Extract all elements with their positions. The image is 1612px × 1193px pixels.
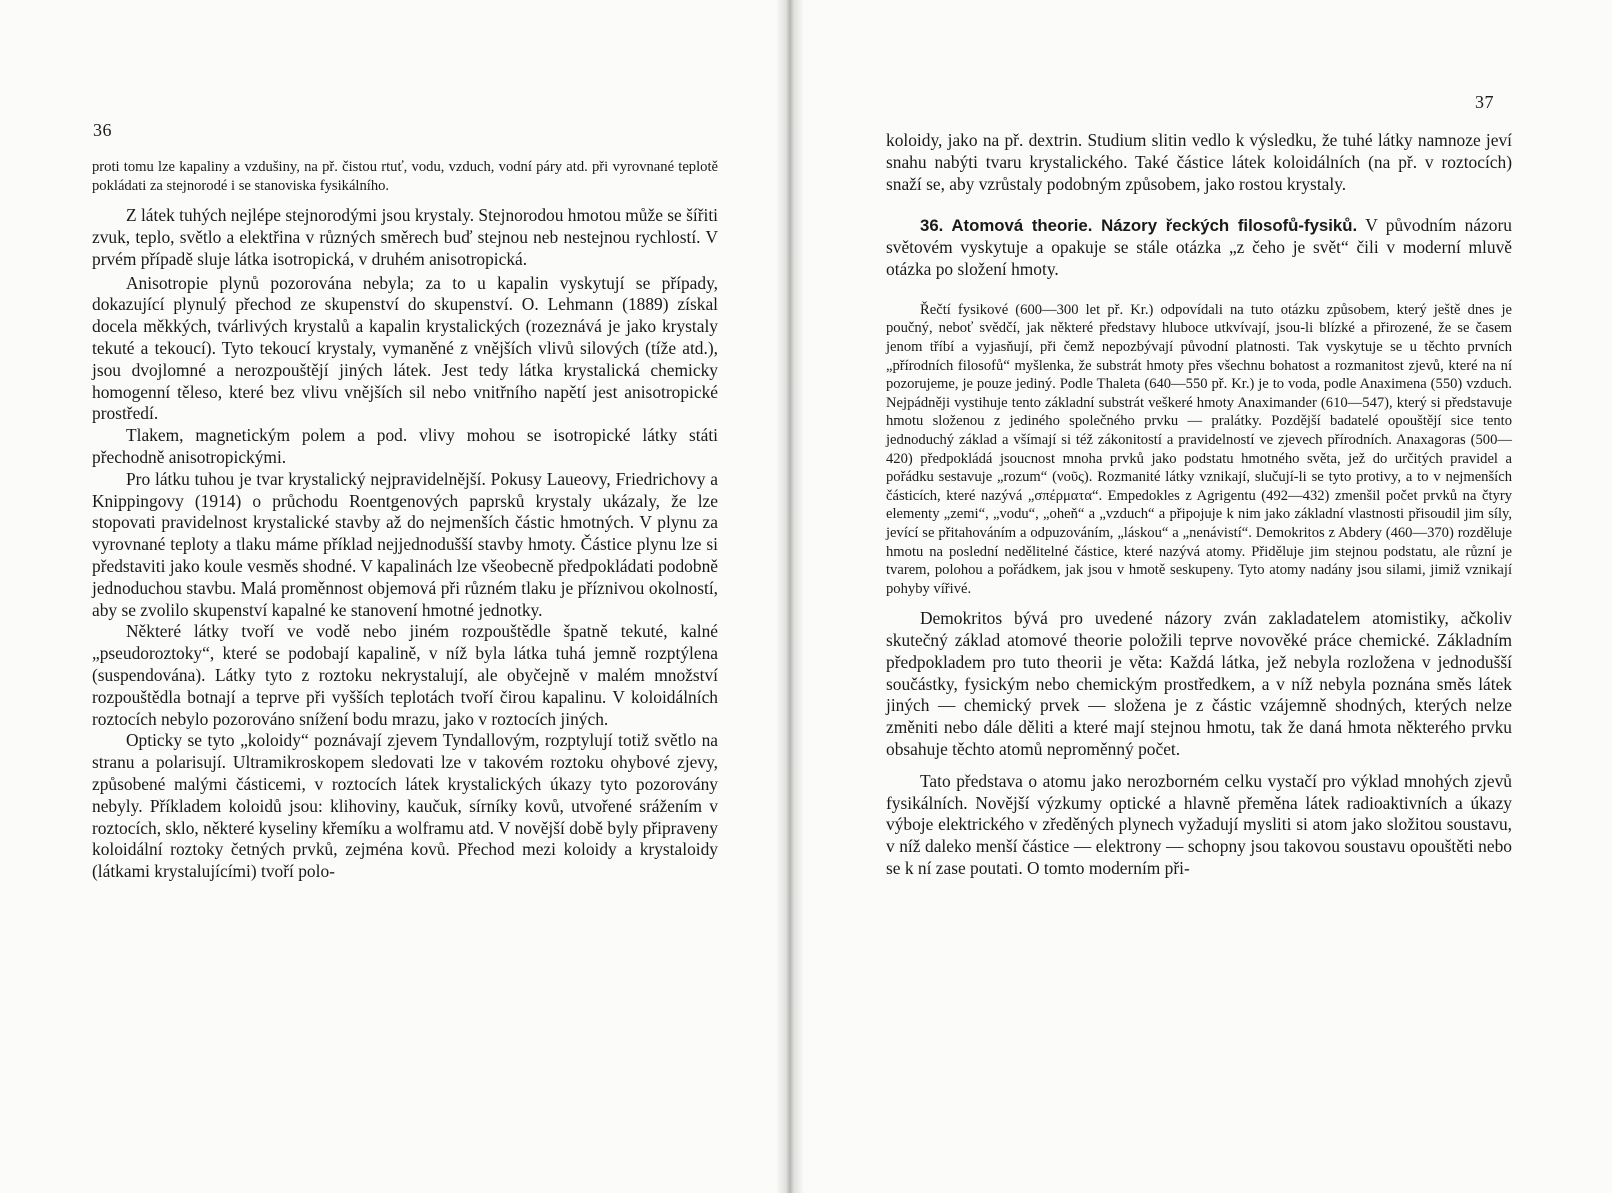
paragraph: Opticky se tyto „koloidy“ poznávají zjevem Tyndallovým, rozptylují totiž světlo na stranu a polarisují. Ultramikroskopem sledovati lze v takovém roztoku ohybové zjevy, způsobené malými částicemi, v roztocích látek krystalických úkazy tyto pozorovány nebyly. Příkladem koloidů jsou: klihoviny, kaučuk, sírníky kovů, utvořené srážením v roztocích, sklo, některé kyseliny křemíku a wolframu atd. V novější době byly připraveny koloidální roztoky četných prvků, zejména kovů. Přechod mezi koloidy a krystaloidy (látkami krystalujícími) tvoří polo- bbox=[92, 730, 718, 882]
paragraph: Demokritos bývá pro uvedené názory zván zakladatelem atomistiky, ačkoliv skutečný základ atomové theorie položili teprve novověké práce chemické. Základním předpokladem pro tuto theorii je věta: Každá látka, jež nebyla rozložena v jednodušší součástky, fysickým nebo chemickým prostředkem, a v níž nebyla poznána směs látek jiných — chemický prvek — složena je z částic vzájemně shodných, kterých nelze změniti nebo dále děliti a které mají stejnou hmotu, tak že daná hmota některého prvku obsahuje těchto atomů neproměnný počet. bbox=[886, 608, 1512, 760]
paragraph: Tato představa o atomu jako nerozborném celku vystačí pro výklad mnohých zjevů fysikálních. Novější výzkumy optické a hlavně přeměna látek radioaktivních a úkazy výboje elektrického v zředěných plynech vyžadují mysliti si atom jako složitou soustavu, v níž daleko menší částice — elektrony — schopny jsou takovou soustavu opouštěti nebo se k ní zase poutati. O tomto moderním při- bbox=[886, 770, 1512, 879]
book-gutter bbox=[777, 0, 803, 1193]
section-intro: V původním názoru světovém vyskytuje a opakuje se stále otázka „z čeho je svět“ čili v moderní mluvě otázka po složení hmoty. bbox=[886, 215, 1512, 279]
paragraph: Pro látku tuhou je tvar krystalický nejpravidelnější. Pokusy Laueovy, Friedrichovy a Knippingovy (1914) o průchodu Roentgenových paprsků krystaly ukázaly, že lze stopovati pravidelnost krystalické stavby až do nejmenších částic hmotných. V plynu za vyrovnané teploty a tlaku máme příklad nejjednodušší stavby hmoty. Částice plynu lze si představiti jako koule vesměs shodné. V kapalinách lze všeobecně předpokládati podobně jednoduchou stavbu. Malá proměnnost objemová při různém tlaku je příznivou okolností, aby se zvolilo skupenství kapalné ke stanovení hmotné jednotky. bbox=[92, 468, 718, 620]
section-paragraph bbox=[886, 215, 1512, 280]
paragraph: Z látek tuhých nejlépe stejnorodými jsou krystaly. Stejnorodou hmotou může se šířiti zvuk, teplo, světlo a elektřina v různých směrech buď stejnou neb nestejnou rychlostí. V prvém případě sluje látka isotropická, v druhém anisotropická. bbox=[92, 205, 718, 269]
page-number: 37 bbox=[1475, 92, 1494, 112]
page-number: 36 bbox=[93, 120, 112, 140]
paragraph: koloidy, jako na př. dextrin. Studium slitin vedlo k výsledku, že tuhé látky namnoze jeví snahu nabýti tvaru krystalického. Také částice látek koloidálních (na př. v roztocích) snaží se, aby vzrůstaly podobným způsobem, jako rostou krystaly. bbox=[886, 130, 1512, 194]
right-page bbox=[790, 0, 1612, 1193]
paragraph: Řečtí fysikové (600—300 let př. Kr.) odpovídali na tuto otázku způsobem, který ještě dnes je poučný, neboť svědčí, jak některé představy hluboce utkvívají, jsou-li blízké a přirozené, že se časem jenom tříbí a vyjasňují, při čemž nepozbývají původní platnosti. Tak vyskytuje se u těchto prvních „přírodních filosofů“ myšlenka, že substrát hmoty přes všechnu bohatost a rozmanitost zjevů, které na ní pozorujeme, je pouze jediný. Podle Thaleta (640—550 př. Kr.) je to voda, podle Anaximena (550) vzduch. Nejpádněji vystihuje tento základní substrát veškeré hmoty Anaximander (610—547), který si představuje hmotu složenou z jediného společného prvku — pralátky. Pozdější badatelé opouštějí sice tento jednoduchý základ a všímají si též zákonitostí a pravidelností ve zjevech přírodních. Anaxagoras (500—420) předpokládá jsoucnost mnoha prvků jako podstatu hmotného světa, jež do určitých pravidel a pořádku sestavuje „rozum“ (νοῦς). Rozmanité látky vznikají, slučují-li se tyto protivy, a to v nejmenších částicích, které nazývá „σπέρματα“. Empedokles z Agrigentu (492—432) zmenšil počet prvků na čtyry elementy „zemi“, „vodu“, „oheň“ a „vzduch“ a připojuje k nim jako základní vlastnosti přisoudil jim síly, jevící se přitahováním a odpuzováním, „láskou“ a „nenávistí“. Demokritos z Abdery (460—370) rozděluje hmotu na poslední nedělitelné částice, které nazývá atomy. Přiděluje jim stejnou podstatu, ale různí je tvarem, polohou a pořádkem, jak jsou v hmotě seskupeny. Tyto atomy nadány jsou silami, jimiž vznikají pohyby vířivé. bbox=[886, 301, 1512, 597]
paragraph: Anisotropie plynů pozorována nebyla; za to u kapalin vyskytují se případy, dokazující plynulý přechod ze skupenství do skupenství. O. Lehmann (1889) získal docela měkkých, tvárlivých krystalů a kapalin krystalických (rozeznává je jako krystaly tekuté a tekoucí). Tyto tekoucí krystaly, vymaněné z vnějších vlivů silových (tíže atd.), jsou dvojlomné a nerozpouštějí jiných látek. Jest tedy látka krystalická chemicky homogenní těleso, které bez vlivu vnějších sil nebo vnitřního napětí jest anisotropické prostředí. bbox=[92, 272, 718, 424]
section-heading: 36. Atomová theorie. Názory řeckých filosofů-fysiků. bbox=[920, 216, 1358, 236]
paragraph: proti tomu lze kapaliny a vzdušiny, na př. čistou rtuť, vodu, vzduch, vodní páry atd. při vyrovnané teplotě pokládati za stejnorodé i se stanoviska fysikálního. bbox=[92, 159, 718, 194]
text-column bbox=[886, 130, 1512, 880]
left-page bbox=[0, 0, 790, 1193]
paragraph: Některé látky tvoří ve vodě nebo jiném rozpouštědle špatně tekuté, kalné „pseudoroztoky“, které se podobají kapalině, v níž byla látka tuhá jemně rozptýlena (suspendována). Látky tyto z roztoku nekrystalují, ale obyčejně v malém množství rozpouštědla botnají a teprve při vyšších teplotách tvoří čirou kapalinu. V koloidálních roztocích nebylo pozorováno snížení bodu mrazu, jako v roztocích jiných. bbox=[92, 621, 718, 729]
text-column bbox=[92, 158, 718, 883]
paragraph: Tlakem, magnetickým polem a pod. vlivy mohou se isotropické látky státi přechodně anisotropickými. bbox=[92, 425, 718, 467]
